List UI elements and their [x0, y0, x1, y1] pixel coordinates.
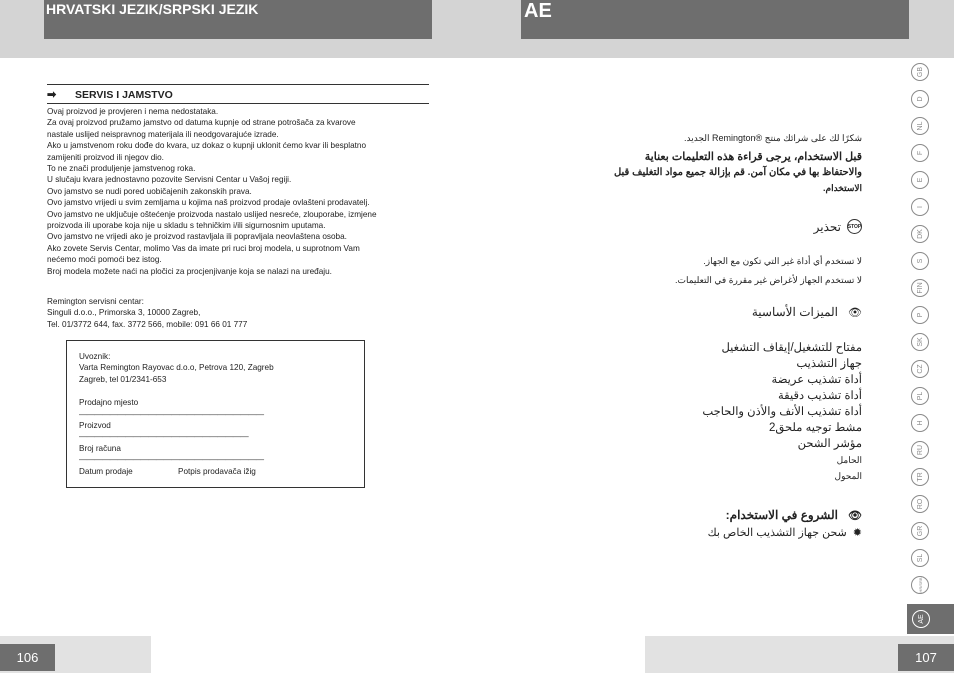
- tab-ru[interactable]: RU: [911, 441, 929, 459]
- intro-line: شكرًا لك على شرائك منتج ®Remington الجديد.: [684, 133, 862, 143]
- warranty-text: [47, 106, 432, 277]
- importer-address: Varta Remington Rayovac d.o.o, Petrova 120, Zagreb: [79, 363, 274, 373]
- tab-i[interactable]: I: [911, 198, 929, 216]
- signature-label: Potpis prodavača ižig: [178, 466, 256, 476]
- feature-item: جهاز التشذيب: [796, 358, 862, 370]
- service-line: Tel. 01/3772 644, fax. 3772 566, mobile: 091 66 01 777: [47, 319, 248, 329]
- paragraph-line: Ovo jamstvo se nudi pored uobičajenih zakonskih prava.: [47, 186, 252, 196]
- product-line: ——————————————————————: [79, 432, 249, 442]
- paragraph-line: nećemo moći pomoći bez istog.: [47, 255, 162, 265]
- date-label: Datum prodaje: [79, 466, 133, 476]
- arrow-right-icon: ➡: [47, 89, 57, 101]
- importer-phone: Zagreb, tel 01/2341-653: [79, 374, 167, 384]
- importer-label: Uvoznik:: [79, 352, 111, 361]
- feature-item: المحول: [834, 471, 862, 481]
- paragraph-line: Ako u jamstvenom roku dođe do kvara, uz dokaz o kupnji uklonit ćemo kvar ili besplatno: [47, 141, 367, 151]
- feature-item: أداة تشذيب دقيقة: [778, 390, 862, 402]
- tab-p[interactable]: P: [911, 306, 929, 324]
- header-left-title: HRVATSKI JEZIK/SRPSKI JEZIK: [44, 0, 432, 39]
- eye-icon: 👁: [848, 510, 862, 522]
- warning-title: تحذير: [813, 219, 841, 234]
- intro-line: قبل الاستخدام، يرجى قراءة هذه التعليمات بعناية: [644, 151, 862, 163]
- paragraph-line: U slučaju kvara jednostavno pozovite Servisni Centar u Vašoj regiji.: [47, 175, 292, 185]
- tab-sk[interactable]: SK: [911, 333, 929, 351]
- feature-item: الحامل: [836, 455, 862, 465]
- warning-heading: [814, 219, 862, 234]
- start-title: الشروع في الاستخدام:: [725, 508, 838, 522]
- tab-d[interactable]: D: [911, 90, 929, 108]
- warning-line: لا تستخدم الجهاز لأغراض غير مقررة في التعليمات.: [675, 275, 862, 285]
- receipt-label: Broj računa: [79, 443, 121, 453]
- sun-icon: ✹: [852, 527, 862, 539]
- tab-e[interactable]: E: [911, 171, 929, 189]
- section-title-bar: [47, 84, 429, 104]
- warning-line: لا تستخدم أي أداة غير التي تكون مع الجهاز.: [703, 256, 862, 266]
- section-title: SERVIS I JAMSTVO: [75, 89, 173, 101]
- paragraph-line: Ovo jamstvo ne uključuje oštećenje proizvoda nastalo uslijed nesreće, zlouporabe, izmjene: [47, 209, 377, 219]
- receipt-line: ————————————————————————: [79, 455, 264, 465]
- shop-label: Prodajno mjesto: [79, 398, 139, 408]
- start-item-row: [708, 526, 862, 539]
- tab-ro[interactable]: RO: [911, 495, 929, 513]
- tab-ae[interactable]: AE: [912, 610, 930, 628]
- header-right-title: AE: [521, 0, 909, 39]
- tab-cz[interactable]: CZ: [911, 360, 929, 378]
- paragraph-line: Ovo jamstvo ne vrijedi ako je proizvod rastavljala ili popravljala neovlaštena osoba.: [47, 232, 347, 242]
- tab-gr[interactable]: GR: [911, 522, 929, 540]
- intro-line: والاحتفاظ بها في مكان آمن. قم بإزالة جميع مواد التغليف قبل: [613, 167, 862, 178]
- tab-gb[interactable]: GB: [911, 63, 929, 81]
- paragraph-line: Ovo jamstvo vrijedi u svim zemljama u kojima naš proizvod prodaje ovlašteni prodavatelj.: [47, 198, 370, 208]
- start-item: شحن جهاز التشذيب الخاص بك: [707, 527, 847, 539]
- stop-icon: STOP: [847, 219, 862, 234]
- page-number-right: 107: [898, 644, 954, 671]
- service-line: Singuli d.o.o., Primorska 3, 10000 Zagreb,: [47, 308, 201, 318]
- features-title: الميزات الأساسية: [751, 305, 838, 319]
- paragraph-line: nastale uslijed neispravnog materijala ili neodgovarajuće izrade.: [47, 129, 279, 139]
- paragraph-line: Za ovaj proizvod pružamo jamstvo od datuma kupnje od strane potrošača za kvarove: [47, 118, 356, 128]
- tab-nl[interactable]: NL: [911, 117, 929, 135]
- tab-fin[interactable]: FIN: [911, 279, 929, 297]
- tab-pl[interactable]: PL: [911, 387, 929, 405]
- feature-item: أداة تشذيب الأنف والأذن والحاجب: [702, 406, 862, 418]
- feature-item: مفتاح للتشغيل/إيقاف التشغيل: [721, 342, 862, 354]
- feature-item: أداة تشذيب عريضة: [771, 374, 862, 386]
- date-signature-row: [79, 466, 364, 477]
- feature-item: مؤشر الشحن: [797, 438, 862, 450]
- tab-dk[interactable]: DK: [911, 225, 929, 243]
- paragraph-line: To ne znači produljenje jamstvenog roka.: [47, 164, 196, 174]
- tab-f[interactable]: F: [911, 144, 929, 162]
- start-heading: [726, 508, 862, 522]
- feature-item: مشط توجيه ملحق2: [769, 422, 862, 434]
- intro-line: الاستخدام.: [823, 183, 862, 193]
- tab-tr[interactable]: TR: [911, 468, 929, 486]
- tab-sl[interactable]: SL: [911, 549, 929, 567]
- paragraph-line: Ako zovete Servis Centar, molimo Vas da imate pri ruci broj modela, u suprotnom Vam: [47, 243, 360, 253]
- tab-s[interactable]: S: [911, 252, 929, 270]
- tab-h[interactable]: H: [911, 414, 929, 432]
- features-heading: [752, 305, 862, 319]
- product-label: Proizvod: [79, 421, 111, 431]
- service-center: [47, 296, 432, 330]
- page-number-left: 106: [0, 644, 55, 671]
- paragraph-line: proizvoda ili uporabe koja nije u skladu s tehničkim i/ili sigurnosnim uputama.: [47, 221, 326, 231]
- service-line: Remington servisni centar:: [47, 297, 144, 306]
- eye-icon: 👁: [848, 307, 862, 319]
- shop-line: ————————————————————————: [79, 409, 264, 419]
- active-tab[interactable]: [907, 604, 954, 634]
- intro-text: [614, 132, 862, 195]
- warranty-card: [66, 340, 365, 488]
- tab-hr-srb[interactable]: HR/SRB: [911, 576, 929, 594]
- paragraph-line: Broj modela možete naći na pločici za procjenjivanje koja se nalazi na uređaju.: [47, 266, 332, 276]
- paragraph-line: Ovaj proizvod je provjeren i nema nedostataka.: [47, 107, 219, 116]
- features-list: [702, 340, 862, 484]
- paragraph-line: zamijeniti proizvod ili njegov dio.: [47, 152, 164, 162]
- warning-list: [675, 252, 862, 290]
